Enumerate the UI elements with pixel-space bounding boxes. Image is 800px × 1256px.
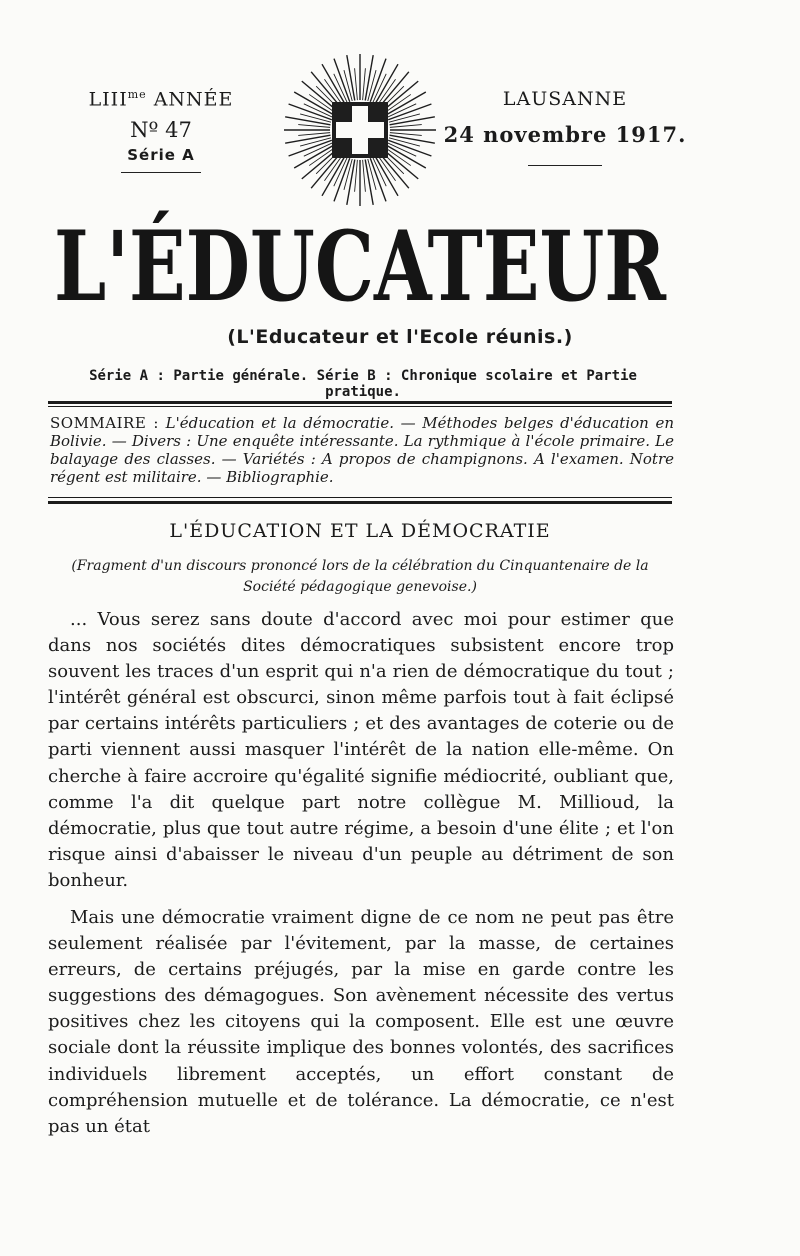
article-subtitle: (Fragment d'un discours prononcé lors de la célébration du Cinquantenaire de la Société pédagogique genevoise.) [71, 558, 649, 595]
header-left [86, 88, 236, 173]
issue-number: Nº 47 [130, 118, 192, 143]
sommaire [50, 414, 674, 486]
series-line: Série A : Partie générale. Série B : Chronique scolaire et Partie pratique. [89, 368, 637, 400]
rule-bottom [48, 501, 672, 504]
year-label: $LIII^{me}$ ANNÉE [88, 88, 234, 111]
masthead-subtitle: (L'Educateur et l'Ecole réunis.) [227, 326, 573, 348]
rule-top [48, 401, 672, 404]
swiss-cross-sunburst-icon [282, 52, 438, 208]
sommaire-label: SOMMAIRE : [50, 414, 159, 432]
rule-top-thin [48, 406, 672, 407]
issue-date: 24 novembre 1917. [443, 122, 687, 147]
serie-label: Série A [127, 146, 195, 165]
masthead-title-text: L'ÉDUCATEUR [54, 210, 667, 323]
article-paragraph-1: ... Vous serez sans doute d'accord avec moi pour estimer que dans nos sociétés dites démocratiques subsistent encore trop souvent les traces d'un esprit qui n'a rien de démocratique du tout ; l'intérêt général est obscurci, sinon même parfois tout à fait éclipsé par certains intérêts particuliers ; et des avantages de coterie ou de parti viennent aussi masquer l'intérêt de la nation elle-même. On cherche à faire accroire qu'égalité signifie médiocrité, oubliant que, comme l'a dit quelque part notre collègue M. Millioud, la démocratie, plus que tout autre régime, a besoin d'une élite ; et l'on risque ainsi d'abaisser le niveau d'un peuple au détriment de son bonheur. [48, 609, 674, 891]
header-right [440, 88, 690, 166]
city-label: LAUSANNE [502, 88, 628, 110]
header-right-rule [528, 165, 602, 166]
article-paragraph-2: Mais une démocratie vraiment digne de ce nom ne peut pas être seulement réalisée par l'évitement, par la masse, de certaines erreurs, de certains préjugés, par la mise en garde contre les suggestions des démagogues. Son avènement nécessite des vertus positives chez les citoyens qui la composent. Elle est une œuvre sociale dont la réussite implique des bonnes volontés, des sacrifices individuels librement acceptés, un effort constant de compréhension mutuelle et de tolérance. La démocratie, ce n'est pas un état [48, 907, 674, 1137]
rule-bottom-thin [48, 497, 672, 498]
article-title: L'ÉDUCATION ET LA DÉMOCRATIE [169, 520, 551, 542]
header-left-rule [121, 172, 201, 173]
masthead-title [50, 210, 670, 323]
sommaire-text: L'éducation et la démocratie. — Méthodes belges d'éducation en Bolivie. — Divers : Une enquête intéressante. La rythmique à l'école primaire. Le balayage des classes. — Variétés : A propos de champignons. A l'examen. Notre régent est militaire. — Bibliographie. [50, 414, 674, 486]
